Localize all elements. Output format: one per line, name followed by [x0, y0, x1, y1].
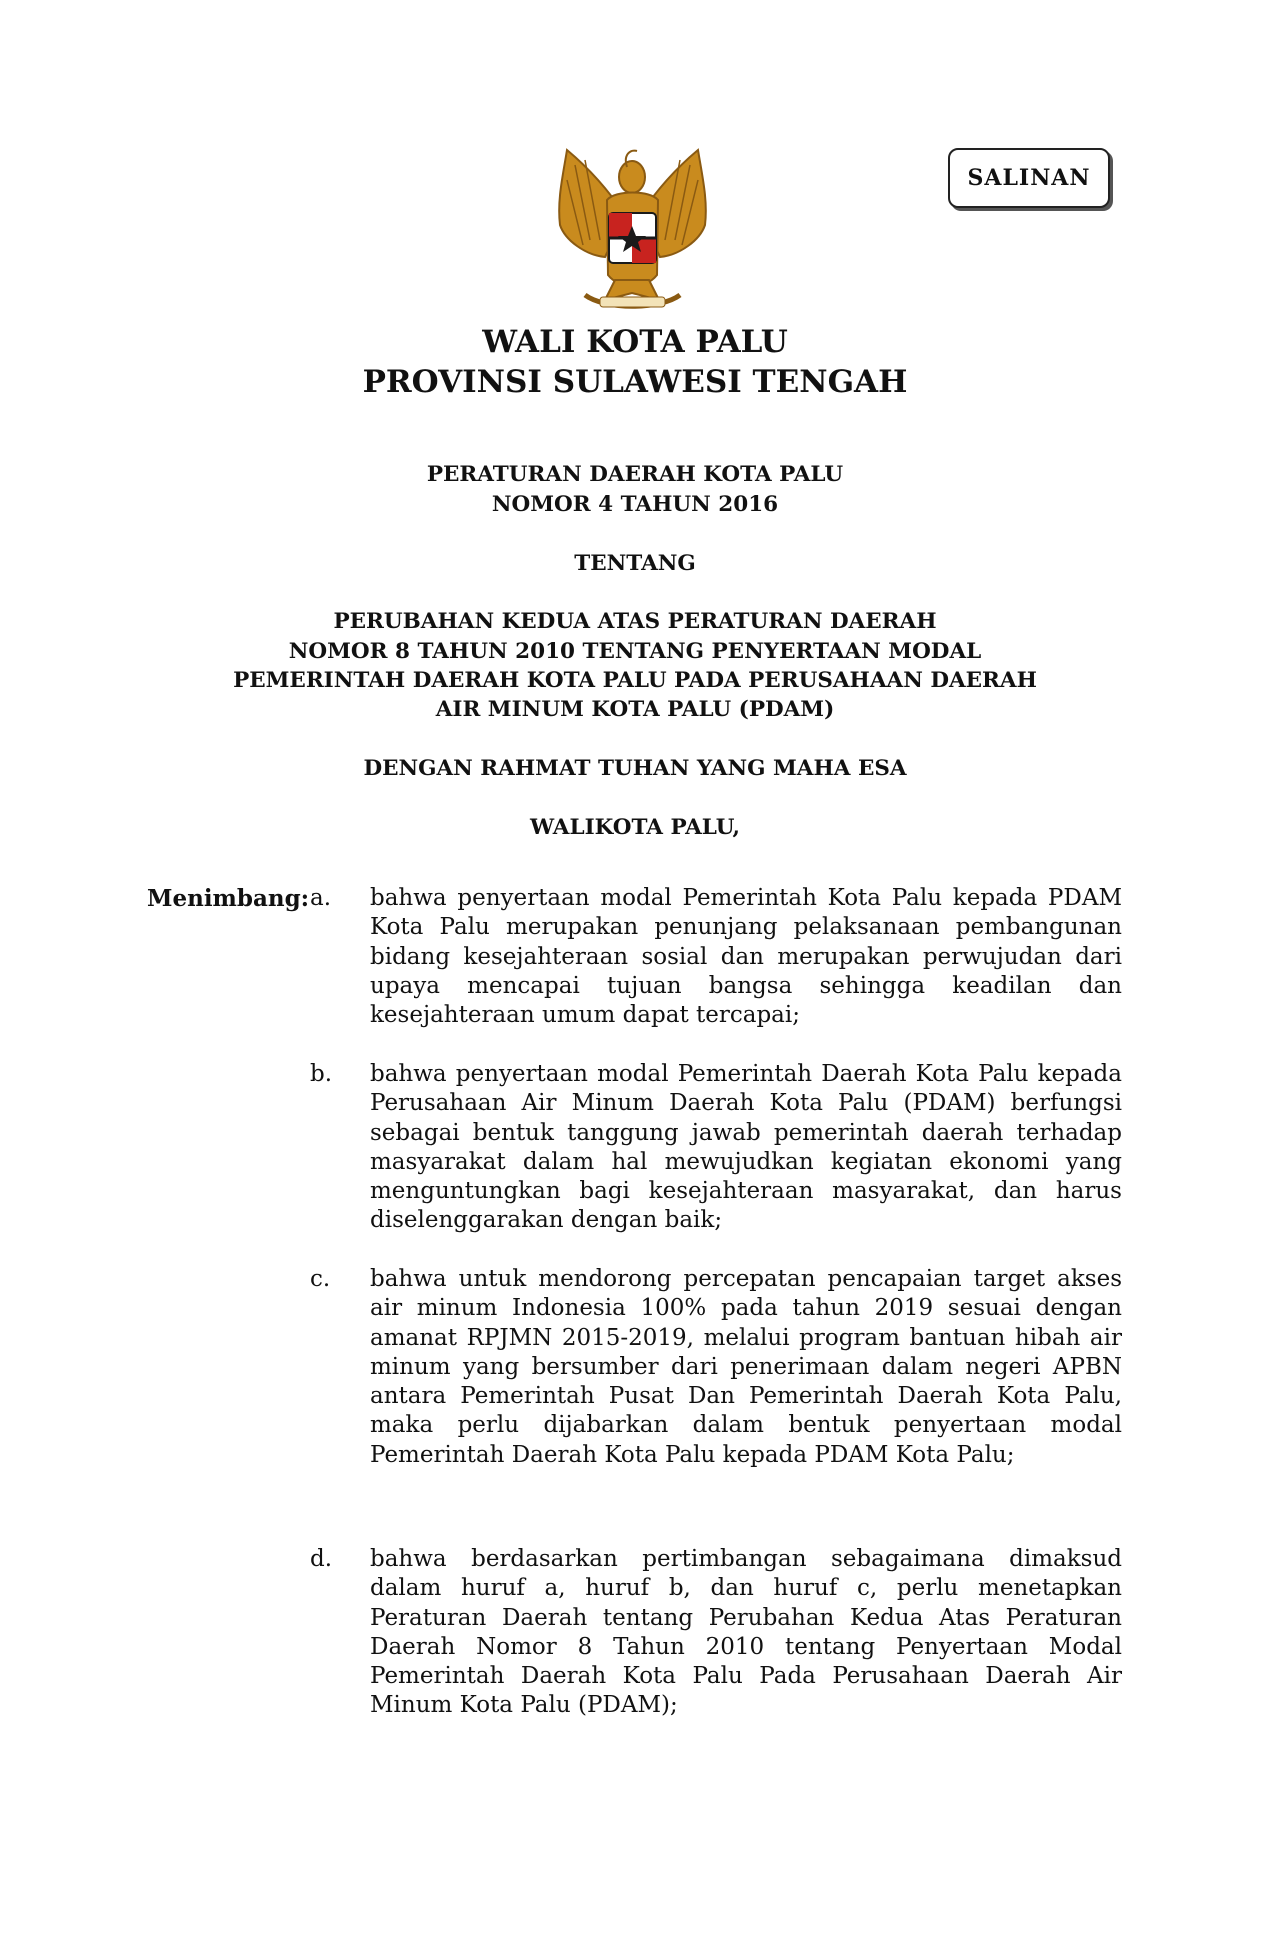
- garuda-pancasila-emblem-icon: [545, 145, 720, 315]
- item-text-a: bahwa penyertaan modal Pemerintah Kota Palu kepada PDAM Kota Palu merupakan penunjang pelaksanaan pembangunan bidang kesejahteraan sosial dan merupakan perwujudan dari upaya mencapai tujuan bangsa sehingga keadilan dan kesejahteraan umum dapat tercapai;: [370, 885, 1122, 1029]
- item-text-d: bahwa berdasarkan pertimbangan sebagaimana dimaksud dalam huruf a, huruf b, dan huruf c, perlu menetapkan Peraturan Daerah tentang Perubahan Kedua Atas Peraturan Daerah Nomor 8 Tahun 2010 tentang Penyertaan Modal Pemerintah Daerah Kota Palu Pada Perusahaan Daerah Air Minum Kota Palu (PDAM);: [370, 1546, 1122, 1719]
- regulation-number: NOMOR 4 TAHUN 2016: [491, 492, 779, 517]
- header-subtitle: PROVINSI SULAWESI TENGAH: [362, 364, 908, 400]
- item-letter-d: d.: [310, 1546, 333, 1572]
- salinan-stamp: SALINAN: [948, 148, 1110, 208]
- menimbang-label: Menimbang:: [147, 885, 310, 912]
- regulation-title: PERATURAN DAERAH KOTA PALU: [426, 462, 844, 487]
- subject-line: PEMERINTAH DAERAH KOTA PALU PADA PERUSAHAAN DAERAH: [233, 668, 1037, 693]
- item-text-c: bahwa untuk mendorong percepatan pencapaian target akses air minum Indonesia 100% pada tahun 2019 sesuai dengan amanat RPJMN 2015-2019, melalui program bantuan hibah air minum yang bersumber dari penerimaan dalam negeri APBN antara Pemerintah Pusat Dan Pemerintah Daerah Kota Palu, maka perlu dijabarkan dalam bentuk penyertaan modal Pemerintah Daerah Kota Palu kepada PDAM Kota Palu;: [370, 1266, 1122, 1468]
- subject-line: PERUBAHAN KEDUA ATAS PERATURAN DAERAH: [333, 609, 937, 634]
- item-letter-a: a.: [310, 885, 332, 911]
- issuer-line: WALIKOTA PALU,: [530, 815, 740, 840]
- blessing-line: DENGAN RAHMAT TUHAN YANG MAHA ESA: [363, 756, 907, 781]
- item-letter-c: c.: [310, 1266, 331, 1292]
- subject-line: NOMOR 8 TAHUN 2010 TENTANG PENYERTAAN MODAL: [288, 639, 982, 664]
- item-text-b: bahwa penyertaan modal Pemerintah Daerah Kota Palu kepada Perusahaan Air Minum Daerah Kota Palu (PDAM) berfungsi sebagai bentuk tanggung jawab pemerintah daerah terhadap masyarakat dalam hal mewujudkan kegiatan ekonomi yang menguntungkan bagi kesejahteraan masyarakat, dan harus diselenggarakan dengan baik;: [370, 1061, 1122, 1234]
- header-title: WALI KOTA PALU: [482, 324, 788, 360]
- subject-line: AIR MINUM KOTA PALU (PDAM): [435, 697, 835, 722]
- item-letter-b: b.: [310, 1061, 333, 1087]
- tentang-label: TENTANG: [574, 551, 696, 576]
